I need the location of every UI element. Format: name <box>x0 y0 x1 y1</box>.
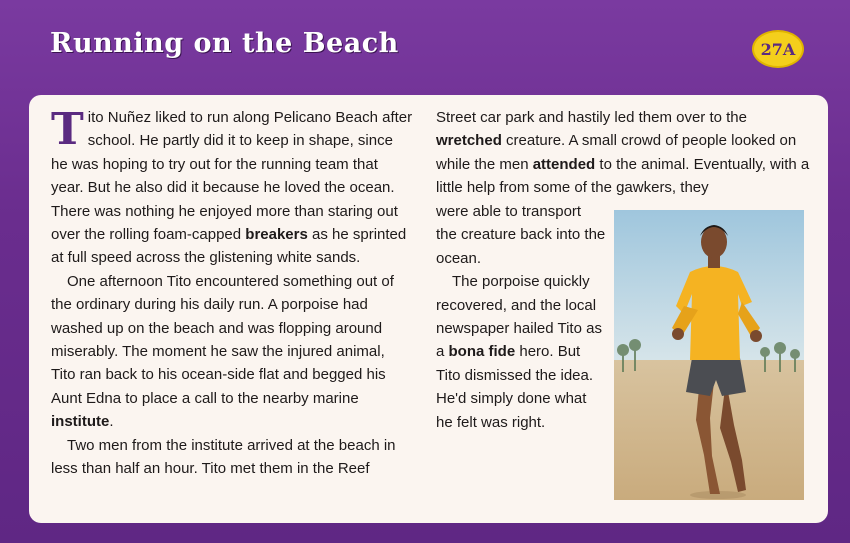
p1-text-b: as he sprinted at full speed across the glistening white sands. <box>51 226 407 267</box>
vocab-bona-fide: bona fide <box>448 343 516 361</box>
p2-text-b: . <box>109 413 114 431</box>
story-column-left <box>51 106 413 481</box>
p2-text-a: One afternoon Tito encountered something out of the ordinary during his daily run. A porpoise had washed up on the beach and was flopping around miserably. The moment he saw the injured animal, Tito ran back to his ocean-side flat and begged his Aunt Edna to place a call to the nearby marine <box>51 272 394 407</box>
vocab-breakers: breakers <box>245 226 308 244</box>
vocab-institute: institute <box>51 413 110 431</box>
r1-text-a: Street car park and hastily led them over to the <box>436 109 747 126</box>
r3-text-a: The porpoise quickly recovered, and the local newspaper hailed Tito as a <box>436 273 602 361</box>
story-column-right-low <box>436 200 606 434</box>
dropcap-letter: T <box>51 104 84 155</box>
runner-photo <box>614 210 804 500</box>
paragraph-1 <box>51 106 413 270</box>
r3-text-b: hero. But Tito dismissed the idea. He'd simply done what he felt was right. <box>436 343 594 431</box>
page-title: Running on the Beach <box>50 28 399 59</box>
paragraph-3: Two men from the institute arrived at the beach in less than half an hour. Tito met them in the Reef <box>51 436 396 478</box>
story-column-right-top <box>436 106 816 200</box>
paragraph-4-cont: were able to transport the creature back into the ocean. <box>436 203 606 267</box>
lesson-badge: 27A <box>752 30 804 68</box>
vocab-attended: attended <box>532 155 596 173</box>
p1-text-a: ito Nuñez liked to run along Pelicano Beach after school. He partly did it to keep in shape, since he was hoping to try out for the running team that year. But he also did it because he loved the ocean. There was nothing he enjoyed more than staring out over the rolling foam-capped <box>51 109 413 244</box>
paragraph-5 <box>436 270 606 434</box>
vocab-wretched: wretched <box>436 132 502 150</box>
paragraph-2 <box>51 270 413 434</box>
r1-text-c: to the animal. Eventually, with a little help from some of the gawkers, they <box>436 155 810 197</box>
r1-text-b: creature. A small crowd of people looked on while the men <box>436 132 797 173</box>
paragraph-4 <box>436 106 816 200</box>
